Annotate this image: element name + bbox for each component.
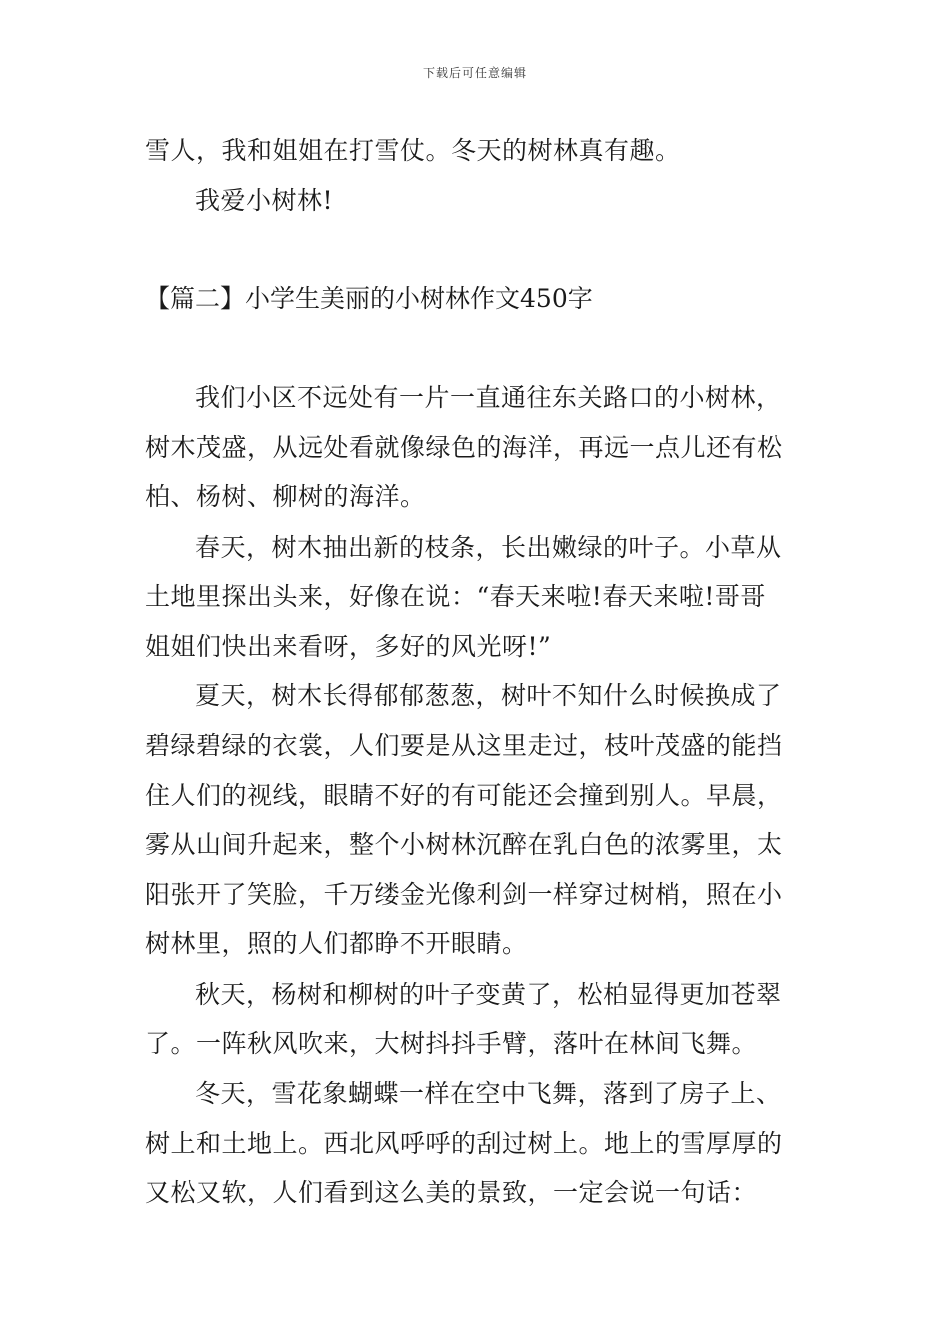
paragraph-2-line-2: 土地里探出头来，好像在说：“春天来啦!春天来啦!哥哥 [145, 582, 766, 611]
paragraph-2-line-3: 姐姐们快出来看呀，多好的风光呀!” [145, 632, 552, 661]
paragraph-3-line-2: 碧绿碧绿的衣裳，人们要是从这里走过，枝叶茂盛的能挡 [145, 731, 783, 760]
paragraph-4-line-1: 秋天，杨树和柳树的叶子变黄了，松柏显得更加苍翠 [195, 980, 782, 1009]
paragraph-4-line-2: 了。一阵秋风吹来，大树抖抖手臂，落叶在林间飞舞。 [145, 1029, 758, 1058]
section-title: 【篇二】小学生美丽的小树林作文450字 [145, 284, 593, 313]
paragraph-3-line-6: 树林里，照的人们都睁不开眼睛。 [145, 929, 528, 958]
paragraph-5-line-2: 树上和土地上。西北风呼呼的刮过树上。地上的雪厚厚的 [145, 1129, 783, 1158]
paragraph-3-line-3: 住人们的视线，眼睛不好的有可能还会撞到别人。早晨， [145, 781, 783, 810]
header-note: 下载后可任意编辑 [422, 66, 527, 80]
paragraph-3-line-5: 阳张开了笑脸，千万缕金光像利剑一样穿过树梢，照在小 [145, 880, 783, 909]
intro-line-1: 雪人，我和姐姐在打雪仗。冬天的树林真有趣。 [145, 136, 681, 165]
paragraph-3-line-4: 雾从山间升起来，整个小树林沉醉在乳白色的浓雾里，太 [145, 830, 783, 859]
paragraph-1-line-3: 柏、杨树、柳树的海洋。 [145, 482, 426, 511]
paragraph-2-line-1: 春天，树木抽出新的枝条，长出嫩绿的叶子。小草从 [195, 533, 782, 562]
intro-line-2: 我爱小树林! [195, 186, 334, 215]
paragraph-5-line-3: 又松又软，人们看到这么美的景致，一定会说一句话： [145, 1178, 758, 1207]
paragraph-5-line-1: 冬天，雪花象蝴蝶一样在空中飞舞，落到了房子上、 [195, 1079, 782, 1108]
paragraph-1-line-2: 树木茂盛，从远处看就像绿色的海洋，再远一点儿还有松 [145, 433, 783, 462]
paragraph-1-line-1: 我们小区不远处有一片一直通往东关路口的小树林， [195, 383, 782, 412]
paragraph-3-line-1: 夏天，树木长得郁郁葱葱，树叶不知什么时候换成了 [195, 681, 782, 710]
